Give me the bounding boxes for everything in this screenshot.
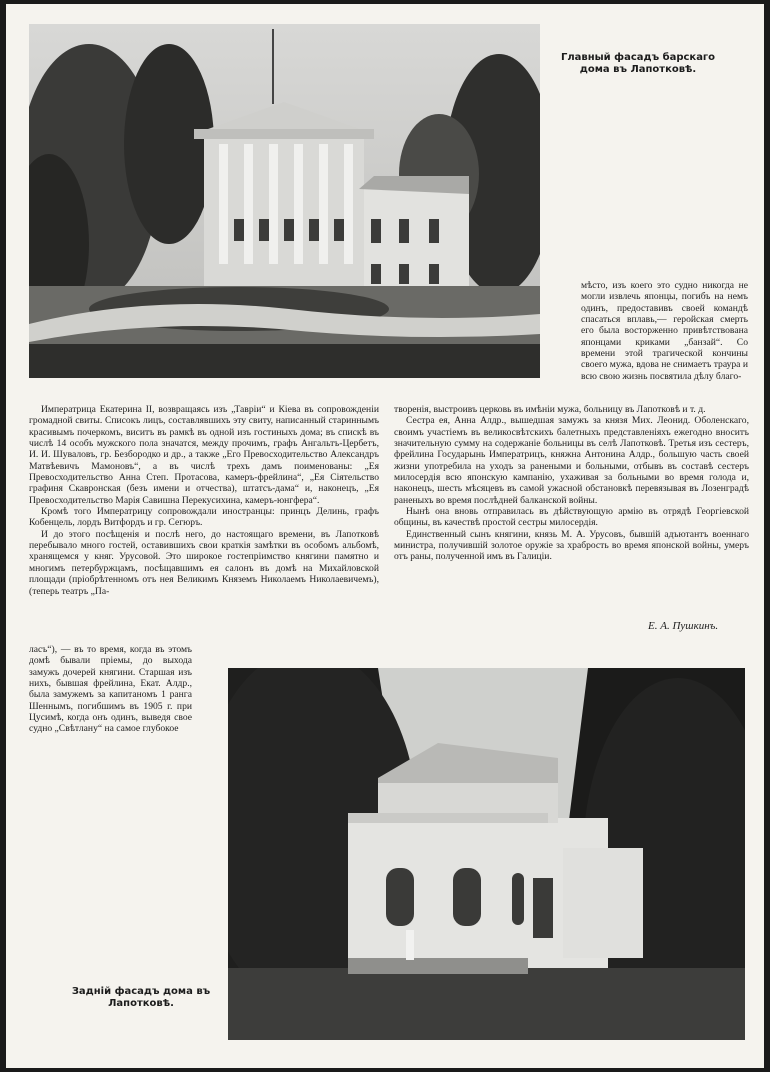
caption-rear-facade: Задній фасадъ дома въ Лапотковѣ.	[71, 986, 211, 1009]
paragraph: И до этого посѣщенія и послѣ него, до настоящаго времени, въ Лапотковѣ перебывало много гостей, оставившихъ свои краткія замѣтки въ особомъ альбомѣ, хранящемся у княг. Урусовой. Это широкое гостепріимство княгини памятно и многимъ петербуржцамъ, посѣщавшимъ ея салонъ въ домѣ на Михайловской площади (пріобрѣтенномъ отъ нея Великимъ Княземъ Николаемъ Николаевичемъ), (теперь театръ „Па-	[29, 528, 379, 597]
paragraph: Нынѣ она вновь отправилась въ дѣйствующую армію въ отрядѣ Георгіевской общины, въ качествѣ простой сестры милосердія.	[394, 506, 749, 529]
paragraph: Кромѣ того Императрицу сопровождали иностранцы: принцъ Делинь, графъ Кобенцель, лордъ Витфордъ и гр. Сегюръ.	[29, 506, 379, 529]
caption-main-facade: Главный фасадъ барскаго дома въ Лапотковѣ.	[560, 52, 716, 75]
author-signature: Е. А. Пушкинъ.	[648, 620, 719, 632]
magazine-page	[6, 4, 764, 1068]
rear-facade-photo	[228, 668, 745, 1040]
main-facade-photo	[29, 24, 540, 378]
paragraph: Сестра ея, Анна Алдр., вышедшая замужъ за князя Мих. Леонид. Оболенскаго, своимъ участіемъ въ великосвѣтскихъ балетныхъ представленіяхъ ежегодно вноситъ значительную сумму на содержаніе больницы въ селѣ Лапотковѣ. Третья изъ сестеръ, фрейлина Государынь Императрицъ, княжна Антонина Алдр., большую часть своей жизни употребила на уходъ за ранеными и больными, отбывъ въ составѣ сестеръ милосердія всю японскую кампанію, ухаживая за больными во время голода и, наконецъ, шесть мѣсяцевъ въ самой ужасной обстановкѣ перевязывая въ Лозенградѣ раненыхъ во время послѣдней балканской войны.	[394, 415, 749, 506]
text-column-left-narrow	[29, 644, 192, 735]
paragraph: ласъ“), — въ то время, когда въ этомъ домѣ бывали пріемы, до выхода замужъ дочерей княгини. Старшая изъ нихъ, бывшая фрейлина, Екат. Алдр., была замужемъ за капитаномъ 1 ранга Шеннымъ, погибшимъ въ 1905 г. при Цусимѣ, когда онъ одинъ, выведя свое судно „Свѣтлану“ на самое глубокое	[29, 644, 192, 735]
paragraph: творенія, выстроивъ церковь въ имѣніи мужа, больницу въ Лапотковѣ и т. д.	[394, 404, 706, 415]
text-column-left	[29, 404, 379, 597]
paragraph: мѣсто, изъ коего это судно никогда не могли извлечь японцы, погибъ на немъ одинъ, предоставивъ своей командѣ спасаться вплавь,— геройская смерть его была восторженно привѣтствована японцами криками „банзай“. Со времени этой трагической кончины своего мужа, вдова не снимаетъ траура и всю свою жизнь посвятила дѣлу благо-	[581, 280, 748, 382]
paragraph: Императрица Екатерина II, возвращаясь изъ „Тавріи“ и Кіева въ сопровожденіи громадной свиты. Списокъ лицъ, составлявшихъ эту свиту, написанный стариннымъ красивымъ почеркомъ, виситъ въ рамкѣ въ одной изъ гостиныхъ дома; въ спискѣ въ числѣ 14 особъ мужского пола значатся, между прочимъ, графъ Ангальтъ-Цербетъ, И. И. Шуваловъ, гр. Безбородко и др., а также „Его Превосходительство Александръ Матвѣевичъ Мамоновъ“, а въ числѣ трехъ дамъ поименованы: „Ея Превосходительство Анна Степ. Протасова, камеръ-фрейлина“, „Ея Сіятельство графиня Скавронская (безъ имени и отчества), штатсъ-дама“ и, наконецъ, „Ея Превосходительство Марія Савишна Перекусихина, камеръ-юнгфера“.	[29, 404, 379, 506]
text-column-right-top	[581, 280, 748, 382]
paragraph: Единственный сынъ княгини, князь М. А. Урусовъ, бывшій адъютантъ военнаго министра, получившій золотое оружіе за храбрость во время японской войны, умеръ отъ раны, полученной имъ въ Галиціи.	[394, 528, 749, 563]
text-column-middle	[394, 404, 749, 563]
